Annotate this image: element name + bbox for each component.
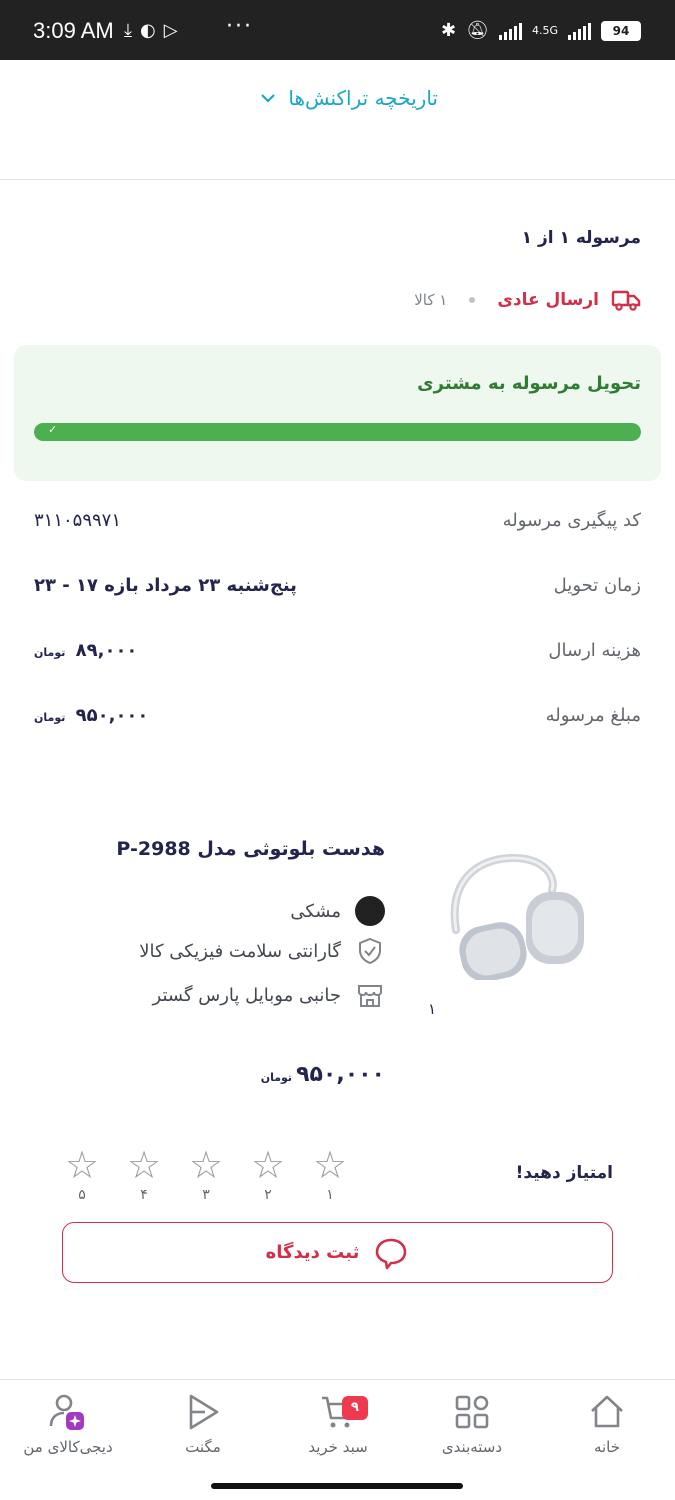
nav-categories[interactable] bbox=[412, 1390, 532, 1456]
shipping-cost-row bbox=[34, 640, 641, 670]
nav-magnet[interactable] bbox=[143, 1390, 263, 1456]
bluetooth-icon: ✱ bbox=[441, 20, 457, 41]
shipment-amount-label: مبلغ مرسوله bbox=[545, 705, 641, 726]
shipping-cost-amount: ۸۹,۰۰۰ bbox=[75, 640, 138, 661]
nav-cart-label: سبد خرید bbox=[308, 1438, 368, 1456]
shield-check-icon bbox=[355, 936, 385, 966]
rating-label: امتیاز دهید! bbox=[515, 1163, 613, 1183]
truck-icon bbox=[611, 288, 641, 312]
product-quantity: ۱ bbox=[428, 1000, 437, 1018]
delivery-time-row bbox=[34, 575, 641, 605]
rating-star-number: ۵ bbox=[78, 1187, 86, 1203]
product-price-value: ۹۵۰,۰۰۰ bbox=[296, 1062, 385, 1087]
currency-label: تومان bbox=[34, 711, 66, 724]
signal-icon bbox=[499, 22, 522, 40]
nav-home[interactable] bbox=[547, 1390, 667, 1456]
tracking-code-row bbox=[34, 510, 641, 540]
network-type: 4.5G bbox=[531, 24, 558, 37]
tracking-code-label: کد پیگیری مرسوله bbox=[502, 510, 641, 531]
nav-categories-label: دسته‌بندی bbox=[441, 1438, 503, 1456]
more-icon: ··· bbox=[226, 14, 253, 39]
rating-star-number: ۳ bbox=[202, 1187, 210, 1203]
nav-magnet-label: مگنت bbox=[185, 1438, 221, 1456]
delivery-time-value: پنج‌شنبه ۲۳ مرداد بازه ۱۷ - ۲۳ bbox=[34, 575, 297, 596]
rating-star-1[interactable] bbox=[310, 1145, 350, 1203]
product-seller-row bbox=[153, 980, 385, 1010]
delivery-status-card bbox=[14, 345, 661, 481]
signal-icon-2 bbox=[568, 22, 591, 40]
rating-star-number: ۱ bbox=[326, 1187, 334, 1203]
item-count: ۱ کالا bbox=[414, 291, 448, 309]
store-icon bbox=[355, 980, 385, 1010]
product-title[interactable]: هدست بلوتوثی مدل P-2988 bbox=[116, 838, 385, 860]
star-icon: ☆ bbox=[126, 1143, 162, 1187]
submit-review-button[interactable] bbox=[62, 1222, 613, 1283]
nav-my-digikala-label: دیجی‌کالای من bbox=[23, 1438, 113, 1456]
product-seller: جانبی موبایل پارس گستر bbox=[152, 984, 341, 1006]
product-warranty: گارانتی سلامت فیزیکی کالا bbox=[139, 940, 341, 962]
rating-star-2[interactable] bbox=[248, 1145, 288, 1203]
product-warranty-row bbox=[139, 936, 385, 966]
nav-home-label: خانه bbox=[593, 1438, 621, 1456]
bottom-navigation bbox=[0, 1379, 675, 1475]
product-color-row bbox=[290, 896, 385, 926]
submit-review-label: ثبت دیدگاه bbox=[265, 1242, 360, 1263]
product-color: مشکی bbox=[290, 900, 341, 922]
shipping-cost-value bbox=[34, 640, 137, 661]
transaction-history-label: تاریخچه تراکنش‌ها bbox=[288, 86, 438, 110]
currency-label: تومان bbox=[260, 1071, 293, 1084]
user-icon bbox=[46, 1390, 90, 1434]
status-icons bbox=[124, 20, 186, 41]
shipment-amount-row bbox=[34, 705, 641, 735]
delivery-status-title: تحویل مرسوله به مشتری bbox=[417, 373, 641, 394]
play-icon: ▷ bbox=[163, 20, 186, 41]
shipment-amount-number: ۹۵۰,۰۰۰ bbox=[75, 705, 149, 726]
delivery-time-label: زمان تحویل bbox=[553, 575, 641, 596]
status-time: 3:09 AM bbox=[33, 18, 114, 43]
tracking-code-value: ۳۱۱۰۵۹۹۷۱ bbox=[34, 510, 122, 531]
status-right bbox=[441, 20, 641, 41]
comment-icon bbox=[373, 1235, 409, 1271]
star-icon: ☆ bbox=[250, 1143, 286, 1187]
download-icon: ⤓ bbox=[124, 20, 140, 41]
delivery-progress-fill bbox=[34, 423, 641, 441]
home-indicator[interactable] bbox=[211, 1483, 463, 1489]
product-image[interactable] bbox=[438, 850, 588, 980]
shipment-title: مرسوله ۱ از ۱ bbox=[521, 228, 641, 248]
shipment-amount-value bbox=[34, 705, 148, 726]
app-icon: ◐ bbox=[139, 20, 164, 41]
rating-star-5[interactable] bbox=[62, 1145, 102, 1203]
battery-indicator: 94 bbox=[601, 21, 641, 41]
magnet-play-icon bbox=[183, 1392, 223, 1432]
color-swatch bbox=[355, 896, 385, 926]
mute-icon: 🔕︎ bbox=[466, 20, 489, 41]
check-icon: ✓ bbox=[48, 423, 58, 436]
chevron-down-icon bbox=[260, 92, 276, 104]
transaction-history-section bbox=[0, 60, 675, 180]
status-bar bbox=[0, 0, 675, 60]
rating-star-3[interactable] bbox=[186, 1145, 226, 1203]
home-icon bbox=[587, 1392, 627, 1432]
nav-my-digikala[interactable] bbox=[8, 1390, 128, 1456]
separator-dot bbox=[469, 297, 475, 303]
shipment-type-row bbox=[414, 288, 641, 312]
rating-star-4[interactable] bbox=[124, 1145, 164, 1203]
rating-star-number: ۴ bbox=[140, 1187, 148, 1203]
transaction-history-toggle[interactable] bbox=[260, 86, 438, 110]
delivery-progress-bar bbox=[34, 423, 641, 441]
nav-cart[interactable] bbox=[278, 1390, 398, 1456]
star-icon: ☆ bbox=[64, 1143, 100, 1187]
star-icon: ☆ bbox=[188, 1143, 224, 1187]
product-price bbox=[261, 1062, 385, 1087]
rating-star-number: ۲ bbox=[264, 1187, 272, 1203]
currency-label: تومان bbox=[34, 646, 66, 659]
star-icon: ☆ bbox=[312, 1143, 348, 1187]
delivery-type: ارسال عادی bbox=[497, 290, 599, 310]
cart-badge: ۹ bbox=[342, 1396, 368, 1420]
grid-icon bbox=[452, 1392, 492, 1432]
shipping-cost-label: هزینه ارسال bbox=[548, 640, 641, 661]
